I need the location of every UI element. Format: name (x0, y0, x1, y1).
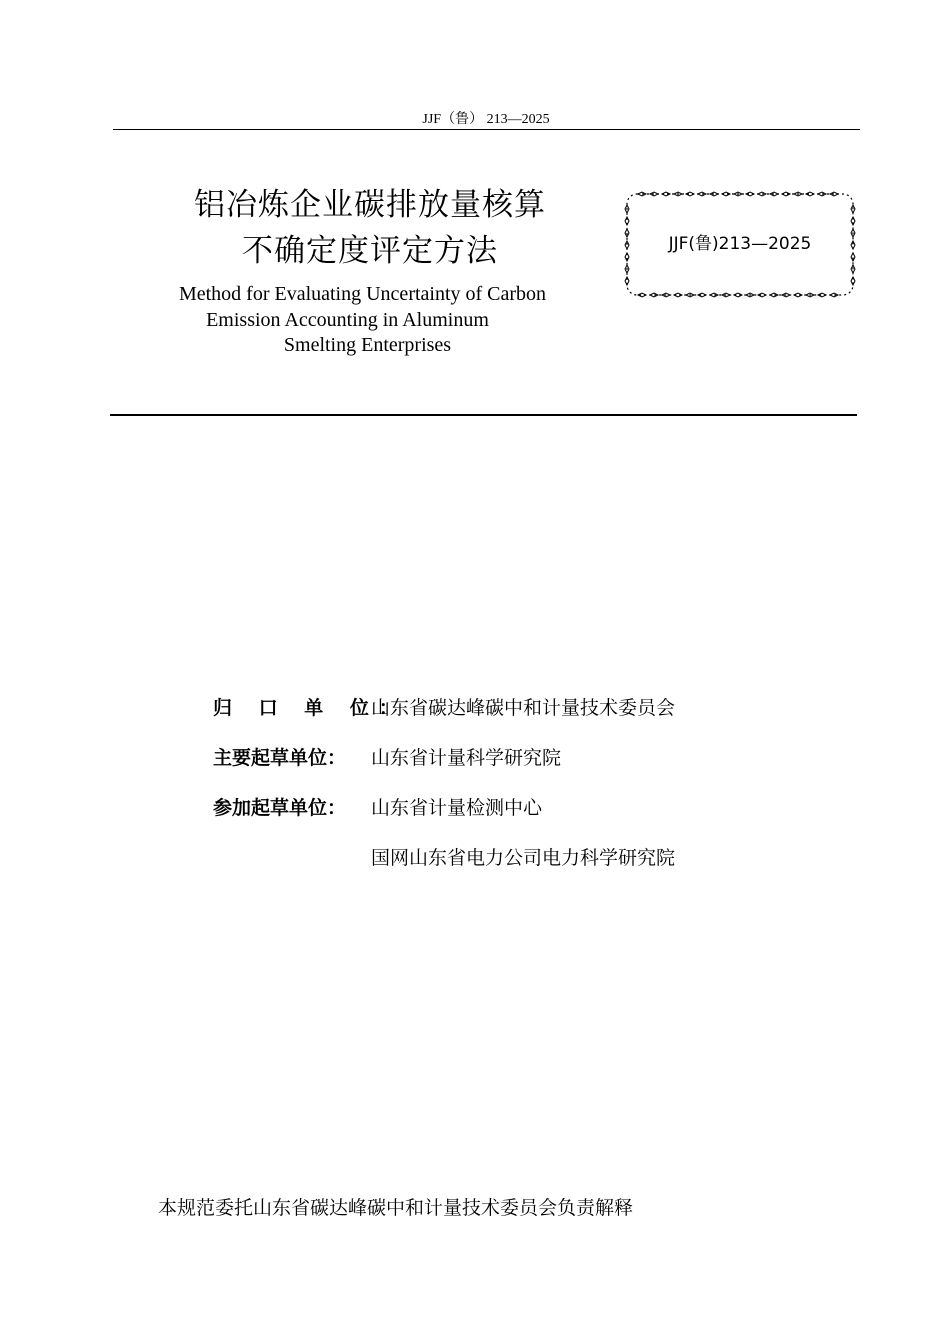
drafting-units (213, 693, 773, 893)
title-cn-line1: 铝冶炼企业碳排放量核算 (194, 187, 546, 223)
unit-value-management: 山东省碳达峰碳中和计量技术委员会 (371, 697, 676, 719)
unit-row-participating-drafter-2 (213, 843, 773, 893)
header-standard-code: JJF（鲁） 213—2025 (422, 112, 550, 127)
interpretation-note: 本规范委托山东省碳达峰碳中和计量技术委员会负责解释 (158, 1197, 634, 1219)
unit-label-management: 归 口 单 位： (213, 697, 408, 719)
title-en (150, 282, 575, 359)
unit-label-participating-drafter: 参加起草单位： (213, 797, 347, 819)
unit-row-management (213, 693, 773, 743)
title-rule (110, 414, 857, 416)
header-rule (113, 129, 860, 130)
unit-value-participating-drafter-1: 山东省计量检测中心 (371, 797, 543, 819)
unit-value-main-drafter: 山东省计量科学研究院 (371, 747, 562, 769)
title-en-line2: Emission Accounting in Aluminum (206, 308, 489, 331)
unit-label-main-drafter: 主要起草单位： (213, 747, 347, 769)
unit-row-main-drafter (213, 743, 773, 793)
code-box-label: JJF(鲁)213—2025 (668, 234, 812, 254)
title-block (150, 182, 590, 274)
title-cn-line2: 不确定度评定方法 (242, 233, 498, 269)
title-en-line1: Method for Evaluating Uncertainty of Carbon (178, 283, 547, 305)
unit-value-participating-drafter-2: 国网山东省电力公司电力科学研究院 (371, 847, 676, 869)
unit-row-participating-drafter (213, 793, 773, 843)
title-en-line3: Smelting Enterprises (283, 334, 452, 356)
